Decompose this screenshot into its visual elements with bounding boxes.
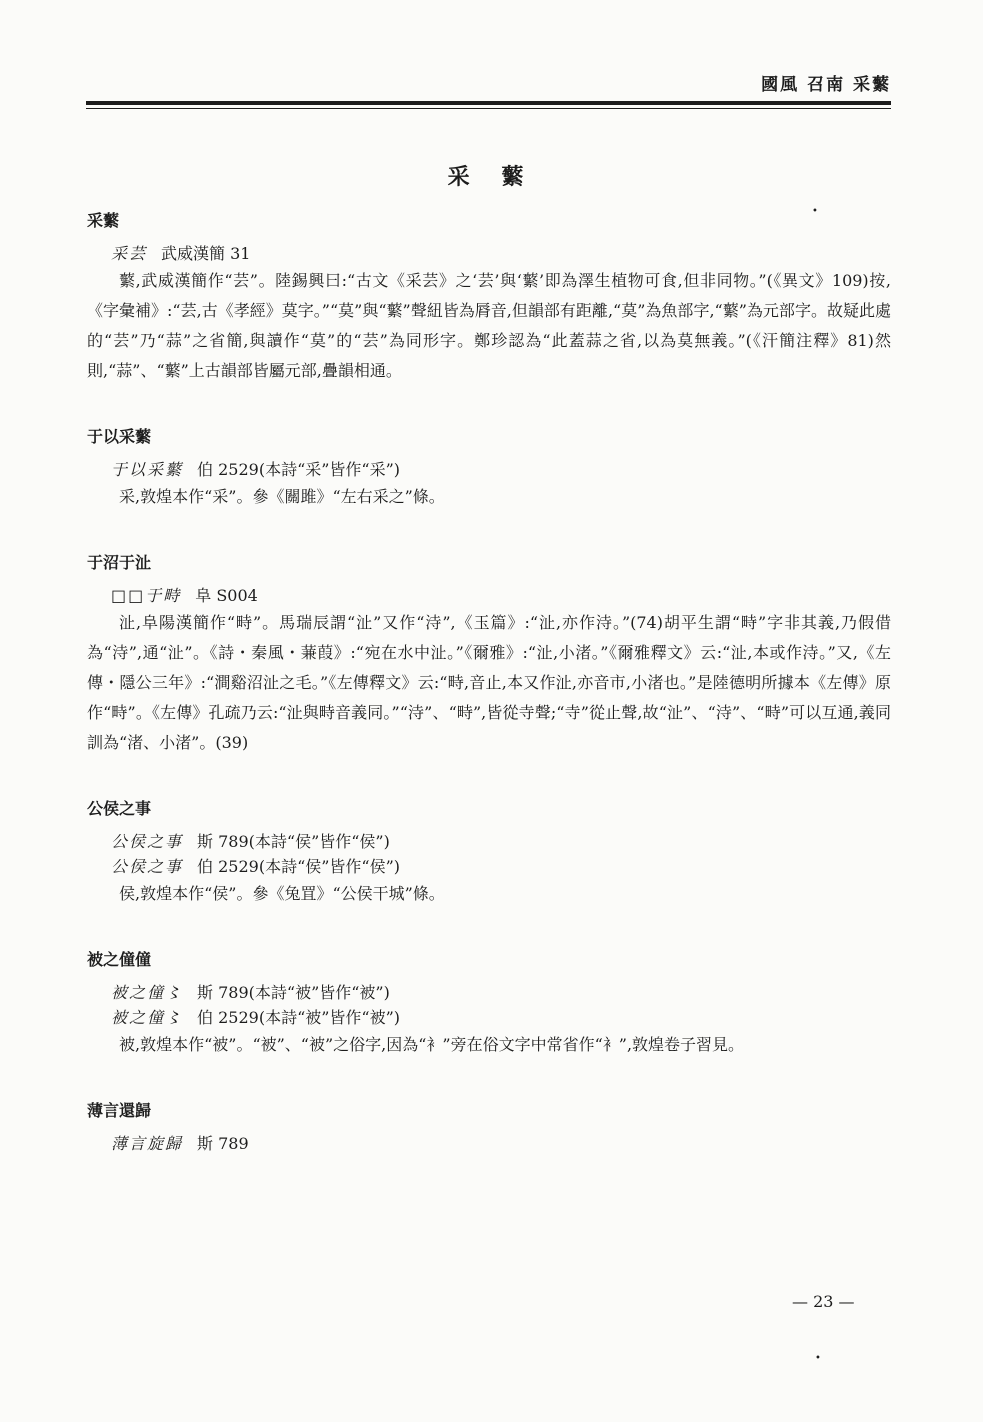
source-line	[87, 829, 891, 854]
entry-heading: 于沼于沚	[87, 553, 152, 572]
variant-reading: 被之僮〻	[111, 1008, 184, 1027]
source-reference: 阜 S004	[195, 586, 258, 605]
source-line	[87, 583, 891, 608]
entry-heading: 薄言還歸	[87, 1101, 152, 1120]
header-rule-thin	[86, 108, 891, 109]
source-line	[87, 457, 891, 482]
commentary-paragraph: 沚,阜陽漢簡作“畤”。馬瑞辰謂“沚”又作“洔”,《玉篇》:“沚,亦作洔。”(74)胡平生謂“畤”字非其義,乃假借為“洔”,通“沚”。《詩・秦風・蒹葭》:“宛在水中沚。”《爾雅》:“沚,小渚。”《爾雅釋文》云:“沚,本或作洔。”又,《左傳・隱公三年》:“澗谿沼沚之毛。”《左傳釋文》云:“畤,音止,本又作沚,亦音市,小渚也。”是陸德明所據本《左傳》原作“畤”。《左傳》孔疏乃云:“沚與畤音義同。”“洔”、“畤”,皆從寺聲;“寺”從止聲,故“沚”、“洔”、“畤”可以互通,義同訓為“渚、小渚”。(39)	[87, 613, 891, 752]
entry-heading: 于以采蘩	[87, 427, 152, 446]
variant-reading: 公侯之事	[111, 832, 184, 851]
source-reference: 伯 2529(本詩“采”皆作“采”)	[197, 460, 401, 479]
commentary-paragraph: 侯,敦煌本作“侯”。參《兔罝》“公侯干城”條。	[119, 884, 445, 903]
source-line	[87, 1131, 891, 1156]
source-line	[87, 241, 891, 266]
variant-reading: 采芸	[111, 244, 148, 263]
header-rule-thick	[86, 101, 891, 105]
variant-reading: □□于畤	[111, 586, 182, 605]
speck-mark: •	[815, 1353, 821, 1364]
source-reference: 斯 789(本詩“侯”皆作“侯”)	[197, 832, 390, 851]
source-line	[87, 854, 891, 879]
source-line	[87, 980, 891, 1005]
page-title: 采 蘩	[447, 164, 536, 190]
variant-reading: 于以采蘩	[111, 460, 184, 479]
source-reference: 伯 2529(本詩“侯”皆作“侯”)	[197, 857, 401, 876]
source-reference: 斯 789(本詩“被”皆作“被”)	[197, 983, 390, 1002]
entry-heading: 被之僮僮	[87, 950, 152, 969]
source-line	[87, 1005, 891, 1030]
commentary-paragraph: 被,敦煌本作“被”。“被”、“被”之俗字,因為“衤”旁在俗文字中常省作“衤”,敦煌卷子習見。	[119, 1035, 745, 1054]
commentary-paragraph: 采,敦煌本作“采”。參《關雎》“左右采之”條。	[119, 487, 445, 506]
source-reference: 武威漢簡 31	[161, 244, 251, 263]
variant-reading: 薄言旋歸	[111, 1134, 184, 1153]
source-reference: 斯 789	[197, 1134, 249, 1153]
entries	[87, 208, 891, 1156]
commentary-paragraph: 蘩,武威漢簡作“芸”。陸錫興曰:“古文《采芸》之‘芸’與‘蘩’即為澤生植物可食,但非同物。”(《異文》109)按,《字彙補》:“芸,古《孝經》莫字。”“莫”與“蘩”聲紐皆為脣音,但韻部有距離,“莫”為魚部字,“蘩”為元部字。故疑此處的“芸”乃“蒜”之省簡,與讀作“莫”的“芸”為同形字。鄭珍認為“此蓋蒜之省,以為莫無義。”(《汗簡注釋》81)然則,“蒜”、“蘩”上古韻部皆屬元部,疊韻相通。	[87, 271, 891, 380]
speck-mark: •	[812, 206, 818, 217]
entry-heading: 公侯之事	[87, 799, 152, 818]
entry-heading: 采蘩	[87, 211, 120, 230]
variant-reading: 公侯之事	[111, 857, 184, 876]
page-number: — 23 —	[792, 1292, 855, 1311]
source-reference: 伯 2529(本詩“被”皆作“被”)	[197, 1008, 401, 1027]
running-head: 國風 召南 采蘩	[761, 75, 891, 95]
variant-reading: 被之僮〻	[111, 983, 184, 1002]
